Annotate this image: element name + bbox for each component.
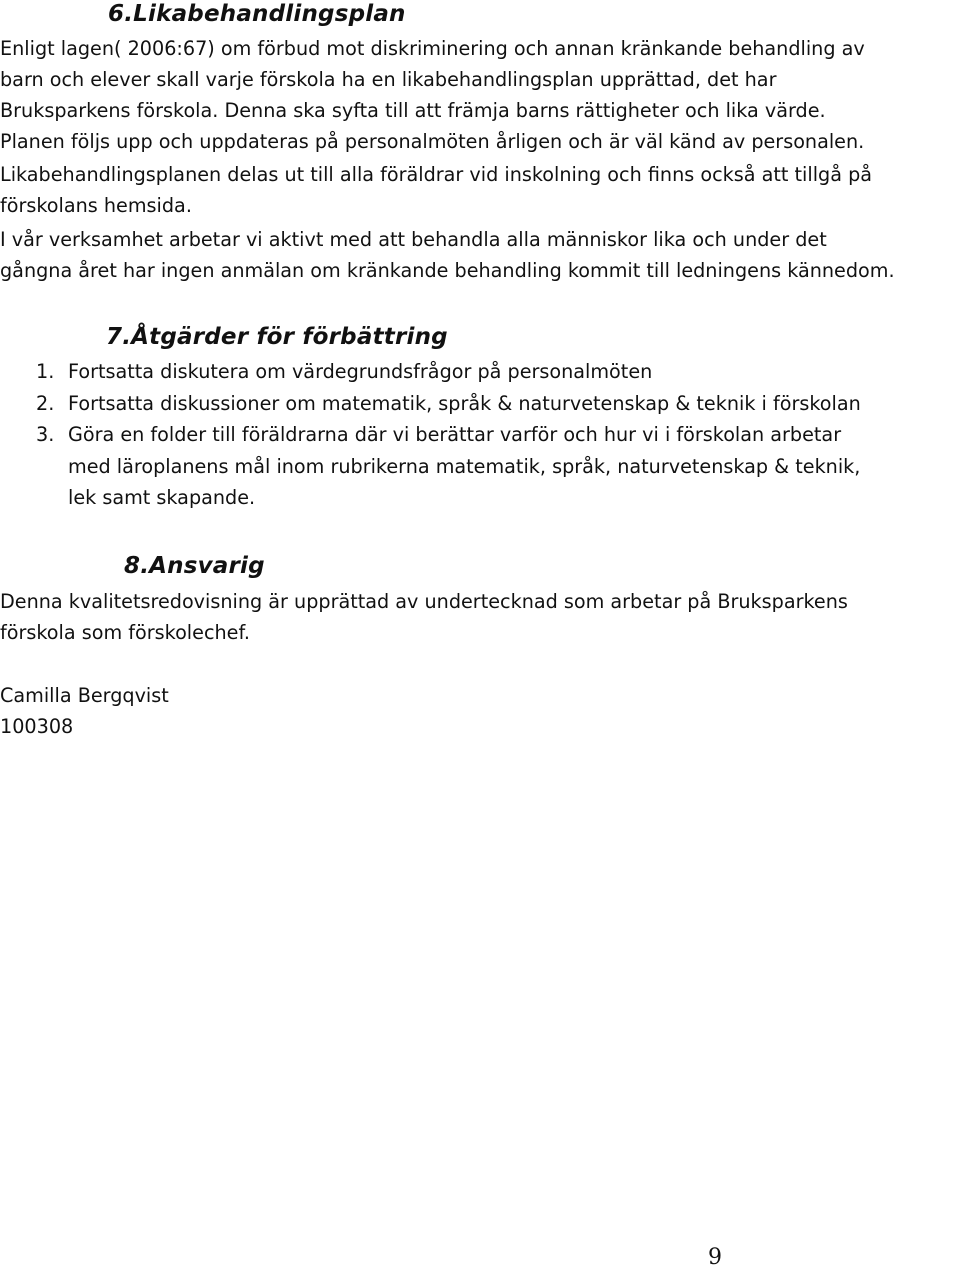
text-line: Enligt lagen( 2006:67) om förbud mot diskriminering och annan kränkande behandling av bbox=[0, 37, 865, 60]
text-line: Planen följs upp och uppdateras på personalmöten årligen och är väl känd av personalen. bbox=[0, 130, 865, 153]
list-item-text: Fortsatta diskussioner om matematik, språk & naturvetenskap & teknik i förskolan bbox=[68, 391, 861, 415]
section-heading-ansvarig: 8.Ansvarig bbox=[124, 553, 265, 579]
section6-paragraph-1 bbox=[0, 33, 958, 95]
text-line: Bruksparkens förskola. Denna ska syfta till att främja barns rättigheter och lika värde. bbox=[0, 99, 826, 122]
text-line: Likabehandlingsplanen delas ut till alla föräldrar vid inskolning och finns också att tillgå på bbox=[0, 163, 872, 186]
section8-paragraph bbox=[0, 586, 958, 648]
section-heading-atgarder: 7.Åtgärder för förbättring bbox=[106, 324, 448, 350]
signature-date: 100308 bbox=[0, 715, 74, 738]
list-item-number: 3. bbox=[36, 423, 55, 446]
list-item-text: lek samt skapande. bbox=[68, 486, 256, 509]
page-number: 9 bbox=[708, 1245, 722, 1270]
list-item-number: 1. bbox=[36, 360, 55, 383]
text-line: förskolans hemsida. bbox=[0, 194, 192, 217]
text-line: Denna kvalitetsredovisning är upprättad av undertecknad som arbetar på Bruksparkens bbox=[0, 590, 848, 613]
list-item-number: 2. bbox=[36, 391, 55, 415]
list-item-text: Göra en folder till föräldrarna där vi berättar varför och hur vi i förskolan arbetar bbox=[68, 423, 842, 446]
section-heading-likabehandlingsplan: 6.Likabehandlingsplan bbox=[108, 1, 406, 27]
signature-name: Camilla Bergqvist bbox=[0, 684, 169, 707]
list-item bbox=[0, 419, 958, 514]
section6-paragraph-2 bbox=[0, 159, 958, 221]
list-item bbox=[0, 388, 958, 420]
text-line: förskola som förskolechef. bbox=[0, 621, 250, 644]
improvement-list bbox=[0, 356, 958, 514]
section6-paragraph-3 bbox=[0, 224, 958, 286]
list-item bbox=[0, 356, 958, 388]
text-line: barn och elever skall varje förskola ha en likabehandlingsplan upprättad, det har bbox=[0, 68, 777, 91]
list-item-text: med läroplanens mål inom rubrikerna matematik, språk, naturvetenskap & teknik, bbox=[68, 454, 861, 478]
list-item-text: Fortsatta diskutera om värdegrundsfrågor på personalmöten bbox=[68, 360, 653, 383]
text-line: I vår verksamhet arbetar vi aktivt med att behandla alla människor lika och under det bbox=[0, 228, 827, 251]
text-line: gångna året har ingen anmälan om kränkande behandling kommit till ledningens kännedom. bbox=[0, 259, 895, 282]
